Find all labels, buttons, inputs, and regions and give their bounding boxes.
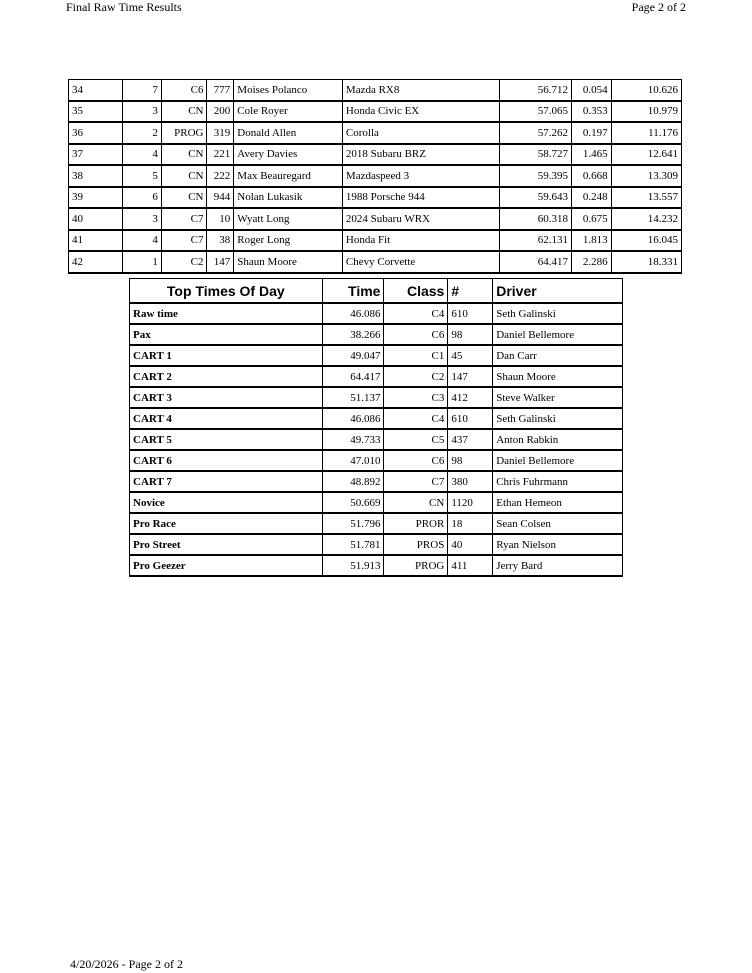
gap-cell: 11.176 — [611, 122, 681, 144]
results-row — [69, 251, 682, 273]
time-cell: 62.131 — [499, 230, 571, 252]
gap-cell: 18.331 — [611, 251, 681, 273]
diff-cell: 0.675 — [571, 208, 611, 230]
class-position-cell: 1 — [123, 251, 162, 273]
position-cell: 35 — [69, 101, 123, 123]
category-cell: Pax — [130, 324, 323, 345]
car-number-cell: 610 — [448, 303, 493, 324]
class-cell: C5 — [384, 429, 448, 450]
car-number-cell: 98 — [448, 324, 493, 345]
time-cell: 60.318 — [499, 208, 571, 230]
class-cell: C7 — [384, 471, 448, 492]
diff-cell: 1.465 — [571, 144, 611, 166]
car-number-cell: 412 — [448, 387, 493, 408]
category-cell: CART 3 — [130, 387, 323, 408]
time-cell: 51.913 — [322, 555, 384, 576]
diff-cell: 0.668 — [571, 165, 611, 187]
driver-cell: Moises Polanco — [234, 80, 343, 101]
category-cell: CART 5 — [130, 429, 323, 450]
class-position-cell: 6 — [123, 187, 162, 209]
position-cell: 36 — [69, 122, 123, 144]
driver-cell: Anton Rabkin — [493, 429, 623, 450]
gap-cell: 10.626 — [611, 80, 681, 101]
driver-cell: Ryan Nielson — [493, 534, 623, 555]
time-cell: 51.781 — [322, 534, 384, 555]
category-cell: Pro Street — [130, 534, 323, 555]
class-cell: C3 — [384, 387, 448, 408]
car-number-cell: 411 — [448, 555, 493, 576]
results-row — [69, 80, 682, 101]
car-number-cell: 1120 — [448, 492, 493, 513]
class-position-cell: 5 — [123, 165, 162, 187]
driver-cell: Avery Davies — [234, 144, 343, 166]
car-number-cell: 200 — [207, 101, 234, 123]
diff-cell: 0.054 — [571, 80, 611, 101]
time-cell: 51.796 — [322, 513, 384, 534]
category-cell: CART 7 — [130, 471, 323, 492]
top-times-table-body — [130, 303, 623, 576]
position-cell: 38 — [69, 165, 123, 187]
car-number-cell: 610 — [448, 408, 493, 429]
class-cell: CN — [161, 101, 207, 123]
car-cell: Honda Fit — [342, 230, 499, 252]
top-times-row — [130, 492, 623, 513]
time-cell: 57.262 — [499, 122, 571, 144]
class-position-cell: 3 — [123, 101, 162, 123]
position-cell: 39 — [69, 187, 123, 209]
top-times-row — [130, 471, 623, 492]
results-row — [69, 230, 682, 252]
diff-cell: 1.813 — [571, 230, 611, 252]
driver-cell: Shaun Moore — [234, 251, 343, 273]
time-cell: 50.669 — [322, 492, 384, 513]
class-cell: C2 — [384, 366, 448, 387]
car-number-cell: 38 — [207, 230, 234, 252]
driver-cell: Wyatt Long — [234, 208, 343, 230]
time-cell: 56.712 — [499, 80, 571, 101]
time-cell: 48.892 — [322, 471, 384, 492]
results-row — [69, 122, 682, 144]
position-cell: 42 — [69, 251, 123, 273]
time-cell: 58.727 — [499, 144, 571, 166]
top-times-row — [130, 555, 623, 576]
driver-cell: Chris Fuhrmann — [493, 471, 623, 492]
top-times-row — [130, 513, 623, 534]
top-times-row — [130, 534, 623, 555]
driver-cell: Roger Long — [234, 230, 343, 252]
class-cell: CN — [161, 144, 207, 166]
category-cell: CART 6 — [130, 450, 323, 471]
car-cell: Mazdaspeed 3 — [342, 165, 499, 187]
results-table-body — [69, 80, 682, 273]
class-position-cell: 3 — [123, 208, 162, 230]
car-cell: Corolla — [342, 122, 499, 144]
top-times-row — [130, 303, 623, 324]
driver-column-header: Driver — [493, 279, 623, 304]
page-indicator: Page 2 of 2 — [631, 0, 686, 14]
car-number-cell: 147 — [448, 366, 493, 387]
driver-cell: Dan Carr — [493, 345, 623, 366]
car-number-cell: 147 — [207, 251, 234, 273]
car-cell: Chevy Corvette — [342, 251, 499, 273]
time-cell: 59.395 — [499, 165, 571, 187]
time-cell: 49.047 — [322, 345, 384, 366]
category-cell: Novice — [130, 492, 323, 513]
time-cell: 49.733 — [322, 429, 384, 450]
class-cell: CN — [161, 165, 207, 187]
time-cell: 46.086 — [322, 408, 384, 429]
car-number-cell: 380 — [448, 471, 493, 492]
category-cell: CART 4 — [130, 408, 323, 429]
car-number-cell: 222 — [207, 165, 234, 187]
time-cell: 38.266 — [322, 324, 384, 345]
gap-cell: 12.641 — [611, 144, 681, 166]
time-cell: 64.417 — [322, 366, 384, 387]
driver-cell: Shaun Moore — [493, 366, 623, 387]
time-cell: 57.065 — [499, 101, 571, 123]
class-cell: CN — [384, 492, 448, 513]
class-position-cell: 4 — [123, 230, 162, 252]
diff-cell: 0.197 — [571, 122, 611, 144]
position-cell: 37 — [69, 144, 123, 166]
driver-cell: Max Beauregard — [234, 165, 343, 187]
car-number-cell: 98 — [448, 450, 493, 471]
class-cell: PROR — [384, 513, 448, 534]
car-number-cell: 944 — [207, 187, 234, 209]
class-position-cell: 4 — [123, 144, 162, 166]
driver-cell: Daniel Bellemore — [493, 324, 623, 345]
diff-cell: 2.286 — [571, 251, 611, 273]
driver-cell: Nolan Lukasik — [234, 187, 343, 209]
class-cell: PROG — [384, 555, 448, 576]
results-row — [69, 208, 682, 230]
driver-cell: Seth Galinski — [493, 303, 623, 324]
car-number-cell: 40 — [448, 534, 493, 555]
class-cell: C2 — [161, 251, 207, 273]
category-cell: CART 1 — [130, 345, 323, 366]
car-cell: 1988 Porsche 944 — [342, 187, 499, 209]
class-cell: C7 — [161, 208, 207, 230]
class-position-cell: 2 — [123, 122, 162, 144]
time-cell: 51.137 — [322, 387, 384, 408]
class-column-header: Class — [384, 279, 448, 304]
top-times-title: Top Times Of Day — [130, 279, 323, 304]
class-position-cell: 7 — [123, 80, 162, 101]
top-times-row — [130, 450, 623, 471]
class-cell: C1 — [384, 345, 448, 366]
top-times-row — [130, 429, 623, 450]
class-cell: C6 — [384, 324, 448, 345]
car-number-cell: 10 — [207, 208, 234, 230]
class-cell: C4 — [384, 303, 448, 324]
category-cell: Pro Race — [130, 513, 323, 534]
top-times-row — [130, 408, 623, 429]
car-number-cell: 221 — [207, 144, 234, 166]
driver-cell: Donald Allen — [234, 122, 343, 144]
driver-cell: Cole Royer — [234, 101, 343, 123]
gap-cell: 10.979 — [611, 101, 681, 123]
top-times-row — [130, 366, 623, 387]
report-title: Final Raw Time Results — [66, 0, 182, 14]
driver-cell: Jerry Bard — [493, 555, 623, 576]
time-cell: 59.643 — [499, 187, 571, 209]
results-row — [69, 101, 682, 123]
car-number-cell: 437 — [448, 429, 493, 450]
class-cell: PROS — [384, 534, 448, 555]
number-column-header: # — [448, 279, 493, 304]
diff-cell: 0.353 — [571, 101, 611, 123]
results-row — [69, 187, 682, 209]
gap-cell: 16.045 — [611, 230, 681, 252]
gap-cell: 13.309 — [611, 165, 681, 187]
car-cell: 2018 Subaru BRZ — [342, 144, 499, 166]
driver-cell: Sean Colsen — [493, 513, 623, 534]
driver-cell: Steve Walker — [493, 387, 623, 408]
time-cell: 46.086 — [322, 303, 384, 324]
top-times-row — [130, 345, 623, 366]
time-cell: 64.417 — [499, 251, 571, 273]
results-row — [69, 144, 682, 166]
position-cell: 41 — [69, 230, 123, 252]
driver-cell: Ethan Hemeon — [493, 492, 623, 513]
car-number-cell: 777 — [207, 80, 234, 101]
car-cell: Mazda RX8 — [342, 80, 499, 101]
driver-cell: Seth Galinski — [493, 408, 623, 429]
car-cell: Honda Civic EX — [342, 101, 499, 123]
top-times-row — [130, 324, 623, 345]
category-cell: Pro Geezer — [130, 555, 323, 576]
footer-date-page: 4/20/2026 - Page 2 of 2 — [70, 957, 183, 971]
top-times-header-row — [130, 279, 623, 304]
diff-cell: 0.248 — [571, 187, 611, 209]
results-table — [68, 79, 682, 274]
results-row — [69, 165, 682, 187]
class-cell: C6 — [384, 450, 448, 471]
class-cell: CN — [161, 187, 207, 209]
time-cell: 47.010 — [322, 450, 384, 471]
position-cell: 40 — [69, 208, 123, 230]
class-cell: C7 — [161, 230, 207, 252]
class-cell: C6 — [161, 80, 207, 101]
car-number-cell: 45 — [448, 345, 493, 366]
top-times-row — [130, 387, 623, 408]
class-cell: C4 — [384, 408, 448, 429]
driver-cell: Daniel Bellemore — [493, 450, 623, 471]
category-cell: CART 2 — [130, 366, 323, 387]
car-number-cell: 319 — [207, 122, 234, 144]
category-cell: Raw time — [130, 303, 323, 324]
car-number-cell: 18 — [448, 513, 493, 534]
gap-cell: 13.557 — [611, 187, 681, 209]
class-cell: PROG — [161, 122, 207, 144]
top-times-table — [129, 278, 623, 577]
gap-cell: 14.232 — [611, 208, 681, 230]
position-cell: 34 — [69, 80, 123, 101]
time-column-header: Time — [322, 279, 384, 304]
car-cell: 2024 Subaru WRX — [342, 208, 499, 230]
